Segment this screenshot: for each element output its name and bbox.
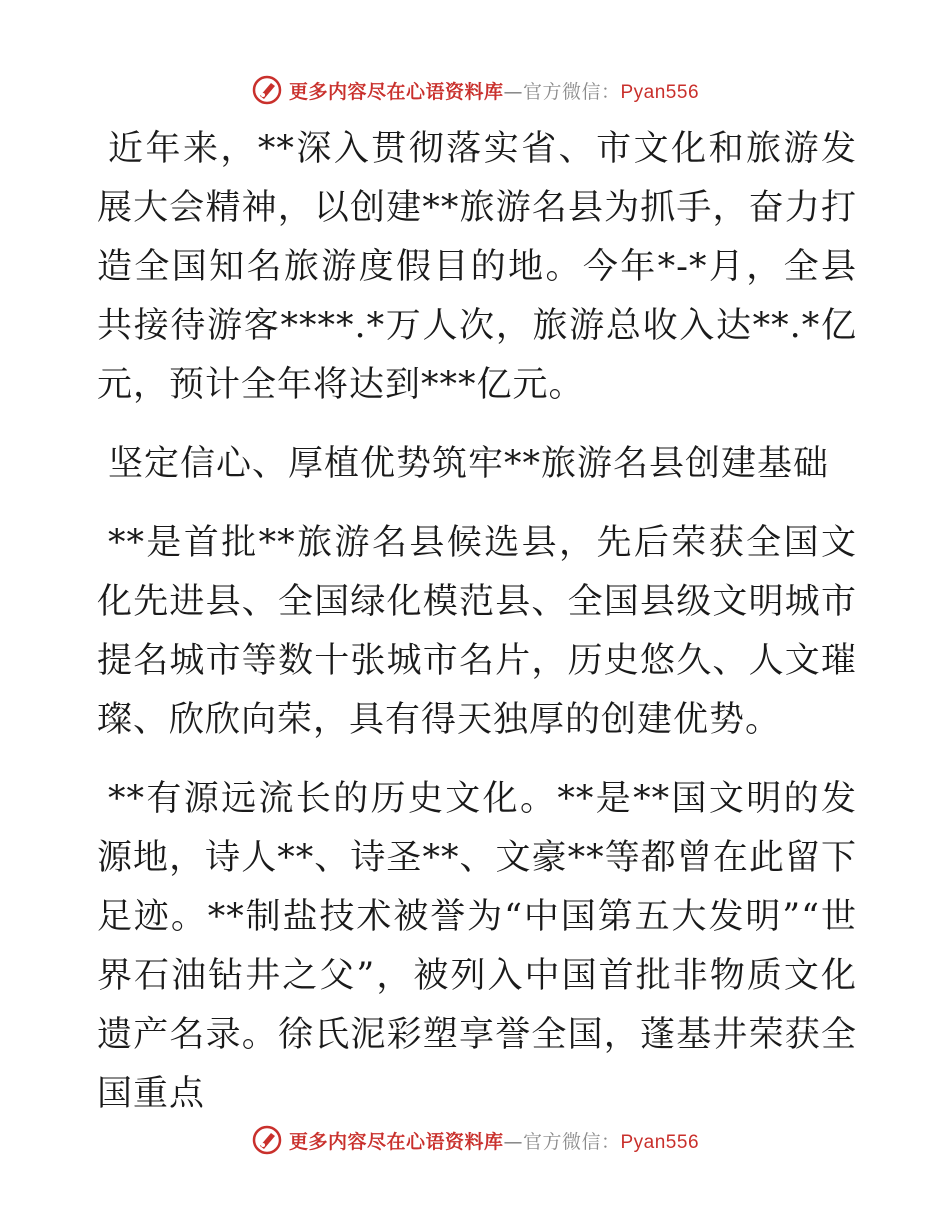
pen-nib-logo-icon [251, 74, 283, 106]
pen-nib-logo-icon [251, 1124, 283, 1156]
watermark-separator: — [503, 80, 523, 103]
watermark-wechat-id: Pyan556 [620, 1131, 700, 1153]
document-body [97, 120, 857, 1144]
paragraph-history: **有源远流长的历史文化。**是**国文明的发源地，诗人**、诗圣**、文豪**等都曾在此留下足迹。**制盐技术被誉为“中国第五大发明”“世界石油钻井之父”，被列入中国首批非物质文化遗产名录。徐氏泥彩塑享誉全国，蓬基井荣获全国重点 [97, 779, 857, 1114]
footer-watermark [0, 1120, 950, 1160]
section-heading: 坚定信心、厚植优势筑牢**旅游名县创建基础 [108, 444, 830, 484]
paragraph-advantages: **是首批**旅游名县候选县，先后荣获全国文化先进县、全国绿化模范县、全国县级文明城市提名城市等数十张城市名片，历史悠久、人文璀璨、欣欣向荣，具有得天独厚的创建优势。 [97, 523, 857, 740]
watermark-wechat-label: 官方微信： [522, 80, 621, 103]
watermark-separator: — [503, 1130, 523, 1153]
watermark-wechat-label: 官方微信： [522, 1130, 621, 1153]
watermark-site-text: 更多内容尽在心语资料库 [288, 80, 504, 103]
watermark-site-text: 更多内容尽在心语资料库 [288, 1130, 504, 1153]
watermark-text [289, 1127, 699, 1154]
header-watermark [0, 70, 950, 110]
watermark-wechat-id: Pyan556 [620, 81, 700, 103]
paragraph-intro: 近年来，**深入贯彻落实省、市文化和旅游发展大会精神，以创建**旅游名县为抓手，奋力打造全国知名旅游度假目的地。今年*-*月，全县共接待游客****.*万人次，旅游总收入达**.*亿元，预计全年将达到***亿元。 [97, 129, 857, 405]
watermark-text [289, 77, 699, 104]
